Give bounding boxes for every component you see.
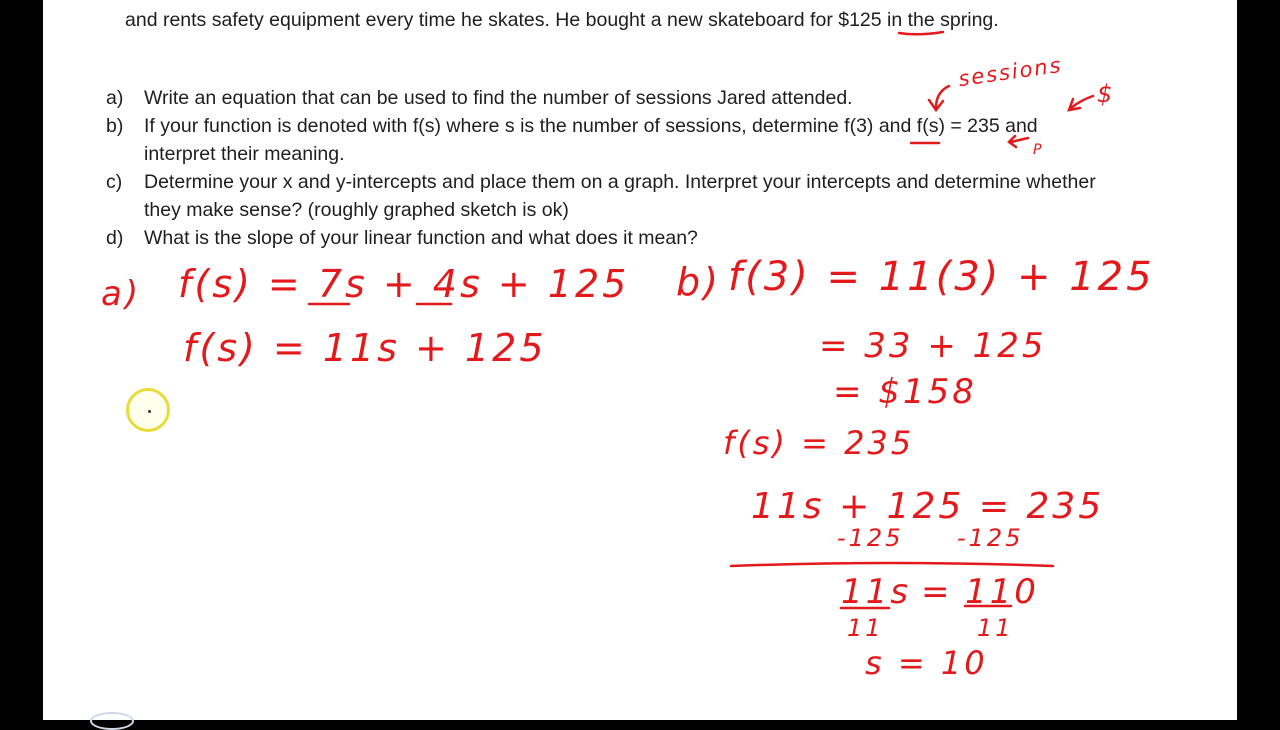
item-c-text-cont: they make sense? (roughly graphed sketch is ok) bbox=[144, 199, 569, 221]
cursor-highlight bbox=[126, 388, 170, 432]
work-b-line4: f(s) = 235 bbox=[723, 424, 915, 462]
work-a-line2: f(s) = 11s + 125 bbox=[183, 326, 547, 370]
work-b-line7a: 11s bbox=[841, 572, 911, 612]
underline-125 bbox=[899, 32, 943, 34]
work-b-line3: = $158 bbox=[833, 372, 977, 412]
annotation-p: P bbox=[1033, 142, 1045, 158]
division-line bbox=[731, 563, 1053, 566]
annotation-dollar: $ bbox=[1097, 80, 1116, 108]
work-a-label: a) bbox=[101, 274, 142, 314]
arrow-dollar bbox=[1071, 96, 1093, 108]
arrow-sessions bbox=[936, 86, 949, 108]
item-d-label: d) bbox=[106, 227, 124, 249]
watermark-text: ED WITH bbox=[43, 702, 74, 710]
ink-strokes bbox=[43, 0, 1237, 720]
item-c-label: c) bbox=[106, 171, 123, 193]
work-b-line8b: 11 bbox=[977, 614, 1014, 642]
item-c-text: Determine your x and y-intercepts and place them on a graph. Interpret your intercepts and determine whether bbox=[144, 171, 1096, 193]
watermark-logo-icon bbox=[90, 712, 134, 730]
work-b-line6b: -125 bbox=[957, 524, 1024, 552]
work-b-line5: 11s + 125 = 235 bbox=[751, 486, 1105, 527]
work-b-line7b: 110 bbox=[965, 572, 1039, 612]
item-b-label: b) bbox=[106, 115, 124, 137]
item-b-text: If your function is denoted with f(s) where s is the number of sessions, determine f(3) and f(s) = 235 and bbox=[144, 115, 1038, 137]
item-d-text: What is the slope of your linear function and what does it mean? bbox=[144, 227, 698, 249]
problem-text-top: and rents safety equipment every time he skates. He bought a new skateboard for $125 in the spring. bbox=[125, 9, 999, 31]
item-a-label: a) bbox=[106, 87, 124, 109]
work-b-label: b) bbox=[676, 260, 721, 304]
work-b-line2: = 33 + 125 bbox=[819, 326, 1047, 366]
item-a-text: Write an equation that can be used to find the number of sessions Jared attended. bbox=[144, 87, 853, 109]
annotation-sessions: sessions bbox=[956, 52, 1064, 92]
work-b-line6a: -125 bbox=[837, 524, 904, 552]
work-b-line7eq: = bbox=[921, 572, 953, 612]
work-b-line1: f(3) = 11(3) + 125 bbox=[728, 254, 1155, 300]
work-b-line9: s = 10 bbox=[865, 644, 988, 682]
work-b-line8a: 11 bbox=[847, 614, 884, 642]
item-b-text-cont: interpret their meaning. bbox=[144, 143, 345, 165]
work-a-line1: f(s) = 7s + 4s + 125 bbox=[178, 262, 630, 306]
worksheet-page bbox=[43, 0, 1237, 720]
